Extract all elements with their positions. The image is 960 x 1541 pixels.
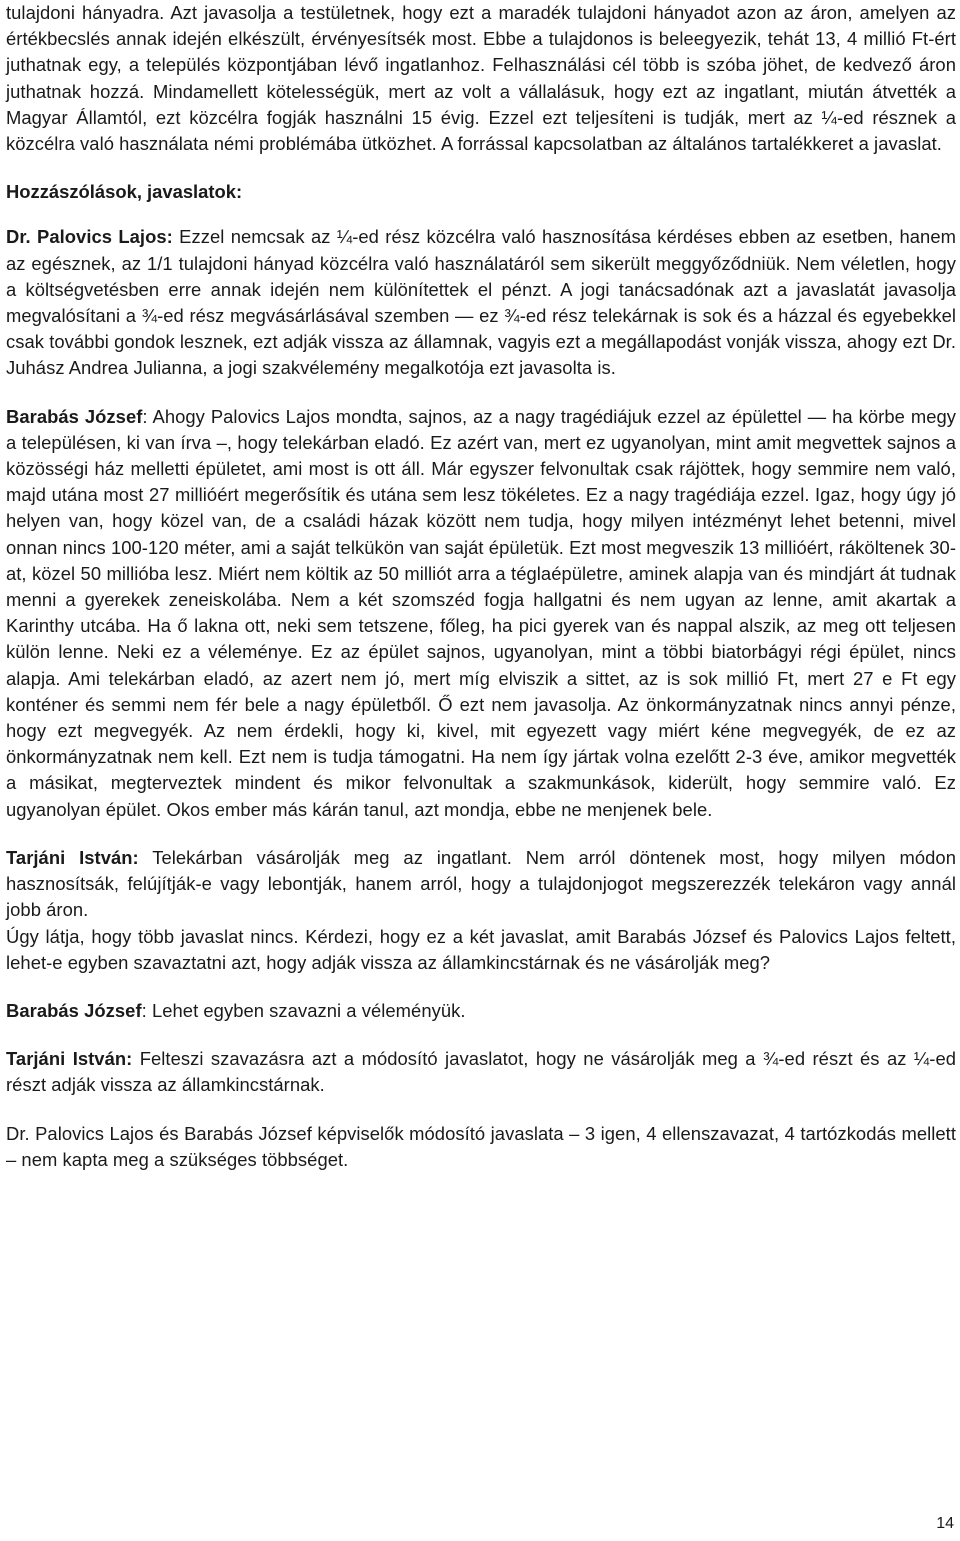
- vote-result: Dr. Palovics Lajos és Barabás József képviselők módosító javaslata – 3 igen, 4 ellenszavazat, 4 tartózkodás mellett – nem kapta meg a szükséges többséget.: [6, 1122, 956, 1170]
- comment-paragraph: [6, 1046, 956, 1098]
- spacer: [6, 382, 956, 404]
- comment-text: Ezzel nemcsak az ¼-ed rész közcélra való hasznosítása kérdéses ebben az esetben, hanem az egésznek, az 1/1 tulajdoni hányad közcélra való használatáról sem sikerült meggyőződniük. Nem véletlen, hogy a költségvetésben erre annak idején nem különítettek el pénzt. A jogi tanácsadónak azt a javaslatát javasolja megvalósítani a ¾-ed rész megvásárlásával szemben — ez ¾-ed rész telekárnak is sok és a házzal és egyebekkel csak további gondok lesznek, ezt adják vissza az államnak, vagyis ezt a megállapodást vonják vissza, ahogy ezt Dr. Juhász Andrea Julianna, a jogi szakvélemény megalkotója ezt javasolta is.: [6, 226, 956, 379]
- comment-paragraph: [6, 998, 956, 1024]
- comment-text: : Ahogy Palovics Lajos mondta, sajnos, az a nagy tragédiájuk ezzel az épülettel — ha körbe megy a településen, ki van írva –, hogy telekárban eladó. Ez azért van, mert ez ugyanolyan, mint amit megvettek sajnos a közösségi ház melletti épületet, ami most is ott áll. Már egyszer felvonultak csak rájöttek, hogy semmire nem való, majd utána most 27 millióért megerősítik és utána sem lesz tökéletes. Ez a nagy tragédiája ezzel. Igaz, hogy úgy jó helyen van, hogy közel van, de a családi házak között nem tudja, hogy milyen intézményt lehet betenni, mivel onnan nincs 100-120 méter, ami a saját telkükön van saját épületük. Ezt most megveszik 13 millióért, ráköltenek 30-at, közel 50 millióba lesz. Miért nem költik az 50 milliót arra a téglaépületre, aminek alapja van és mindjárt át tudnak menni a gyerekek zeneiskolába. Nem a két szomszéd fogja hallgatni és nem ugyan az lenne, amit akartak a Karinthy utcába. Ha ő lakna ott, neki sem tetszene, főleg, ha pici gyerek van és nappal alszik, az meg ott teljesen külön lenne. Neki ez a véleménye. Ez az épület sajnos, ugyanolyan, mint a többi biatorbágyi régi épület, nincs alapja. Ami telekárban eladó, az azert nem jó, mert míg elviszik a sittet, az is sok millió Ft, mert 27 e Ft egy konténer és semmi nem fér bele a nagy épületből. Ő ezt nem javasolja. Az önkormányzatnak nincs annyi pénze, hogy ezt megvegyék. Az nem érdekli, hogy ki, kivel, mit egyezett vagy miért kéne megvegyék, de ez az önkormányzatnak nem kell. Ezt nem is tudja támogatni. Ha nem így jártak volna ezelőtt 2-3 éve, amikor megvették a másikat, megterveztek mindent és mikor felvonultak a szakmunkások, kiderült, hogy semmire való. Ez ugyanolyan épület. Okos ember más kárán tanul, azt mondja, ebbe ne menjenek bele.: [6, 405, 956, 820]
- comment-paragraph: [6, 404, 956, 823]
- comment-text: Felteszi szavazásra azt a módosító javaslatot, hogy ne vásárolják meg a ¾-ed részt és az ¼-ed részt adják vissza az államkincstárnak.: [6, 1048, 957, 1096]
- spacer: [6, 1099, 956, 1121]
- speaker-name: Dr. Palovics Lajos:: [6, 226, 173, 248]
- comment-paragraph: [6, 224, 956, 381]
- spacer: [6, 157, 956, 179]
- spacer: [6, 823, 956, 845]
- spacer: [6, 1024, 956, 1046]
- speaker-name: Tarjáni István:: [6, 846, 139, 868]
- comment-paragraph: [6, 845, 956, 924]
- speaker-name: Barabás József: [6, 405, 143, 427]
- speaker-name: Barabás József: [6, 999, 142, 1021]
- page-number: 14: [936, 1515, 954, 1532]
- intro-paragraph: tulajdoni hányadra. Azt javasolja a testületnek, hogy ezt a maradék tulajdoni hányadot azon az áron, amelyen az értékbecslés annak idején elkészült, érvényesítsék most. Ebbe a tulajdonos is beleegyezik, tehát 13, 4 millió Ft-ért juthatnak egy, a település központjában lévő ingatlanhoz. Felhasználási cél több is szóba jöhet, de kedvező áron juthatnak hozzá. Mindamellett kötelességük, mert az volt a vállalásuk, hogy ezt az ingatlant, miután átvették a Magyar Államtól, ezt közcélra fogják használni 15 évig. Ezzel ezt teljesíteni is tudják, mert az ¼-ed résznek a közcélra való használata némi problémába ütközhet. A forrással kapcsolatban az általános tartalékkeret a javaslat.: [6, 2, 956, 155]
- document-page: [6, 0, 956, 1173]
- comment-followup: Úgy látja, hogy több javaslat nincs. Kérdezi, hogy ez a két javaslat, amit Barabás József és Palovics Lajos feltett, lehet-e egyben szavaztatni azt, hogy adják vissza az államkincstárnak és ne vásárolják meg?: [6, 925, 956, 973]
- speaker-name: Tarjáni István:: [6, 1048, 133, 1070]
- spacer: [6, 976, 956, 998]
- comment-text: : Lehet egyben szavazni a véleményük.: [141, 999, 466, 1021]
- comment-text: Telekárban vásárolják meg az ingatlant. Nem arról döntenek most, hogy milyen módon hasznosítsák, felújítják-e vagy lebontják, hanem arról, hogy a tulajdonjogot megszerezzék telekáron vagy annál jobb áron.: [6, 846, 956, 921]
- section-heading: Hozzászólások, javaslatok:: [6, 181, 243, 203]
- spacer: [6, 205, 956, 224]
